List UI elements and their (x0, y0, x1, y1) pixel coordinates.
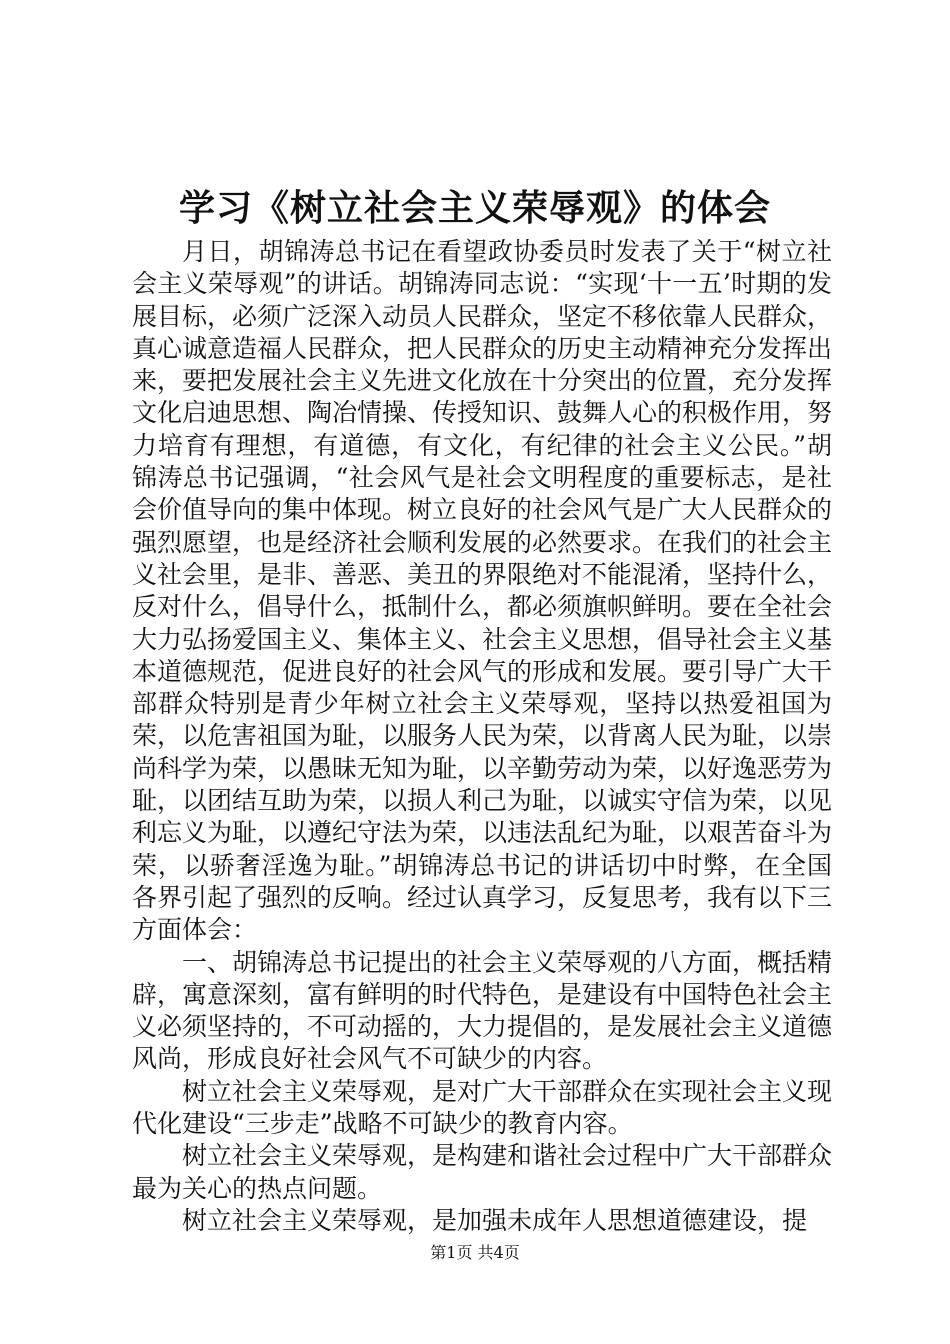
document-body (132, 236, 832, 1237)
paragraph: 一、胡锦涛总书记提出的社会主义荣辱观的八方面，概括精辟，寓意深刻，富有鲜明的时代特色，是建设有中国特色社会主义必须坚持的，不可动摇的，大力提倡的，是发展社会主义道德风尚，形成良好社会风气不可缺少的内容。 (132, 947, 833, 1074)
document-title: 学习《树立社会主义荣辱观》的体会 (178, 187, 771, 229)
paragraph: 树立社会主义荣辱观，是加强未成年人思想道德建设，提 (182, 1205, 808, 1235)
paragraph: 月日，胡锦涛总书记在看望政协委员时发表了关于“树立社会主义荣辱观”的讲话。胡锦涛同志说：“实现‘十一五’时期的发展目标，必须广泛深入动员人民群众，坚定不移依靠人民群众，真心诚意造福人民群众，把人民群众的历史主动精神充分发挥出来，要把发展社会主义先进文化放在十分突出的位置，充分发挥文化启迪思想、陶冶情操、传授知识、鼓舞人心的积极作用，努力培育有理想，有道德，有文化，有纪律的社会主义公民。”胡锦涛总书记强调，“社会风气是社会文明程度的重要标志，是社会价值导向的集中体现。树立良好的社会风气是广大人民群众的强烈愿望，也是经济社会顺利发展的必然要求。在我们的社会主义社会里，是非、善恶、美丑的界限绝对不能混淆，坚持什么，反对什么，倡导什么，抵制什么，都必须旗帜鲜明。要在全社会大力弘扬爱国主义、集体主义、社会主义思想，倡导社会主义基本道德规范，促进良好的社会风气的形成和发展。要引导广大干部群众特别是青少年树立社会主义荣辱观，坚持以热爱祖国为荣，以危害祖国为耻，以服务人民为荣，以背离人民为耻，以崇尚科学为荣，以愚昧无知为耻，以辛勤劳动为荣，以好逸恶劳为耻，以团结互助为荣，以损人利己为耻，以诚实守信为荣，以见利忘义为耻，以遵纪守法为荣，以违法乱纪为耻，以艰苦奋斗为荣，以骄奢淫逸为耻。”胡锦涛总书记的讲话切中时弊，在全国各界引起了强烈的反响。经过认真学习，反复思考，我有以下三方面体会： (132, 237, 833, 945)
page-footer: 第1页 共4页 (430, 1243, 520, 1262)
paragraph: 树立社会主义荣辱观，是对广大干部群众在实现社会主义现代化建设“三步走”战略不可缺少的教育内容。 (132, 1076, 833, 1139)
paragraph: 树立社会主义荣辱观，是构建和谐社会过程中广大干部群众最为关心的热点问题。 (132, 1141, 833, 1203)
